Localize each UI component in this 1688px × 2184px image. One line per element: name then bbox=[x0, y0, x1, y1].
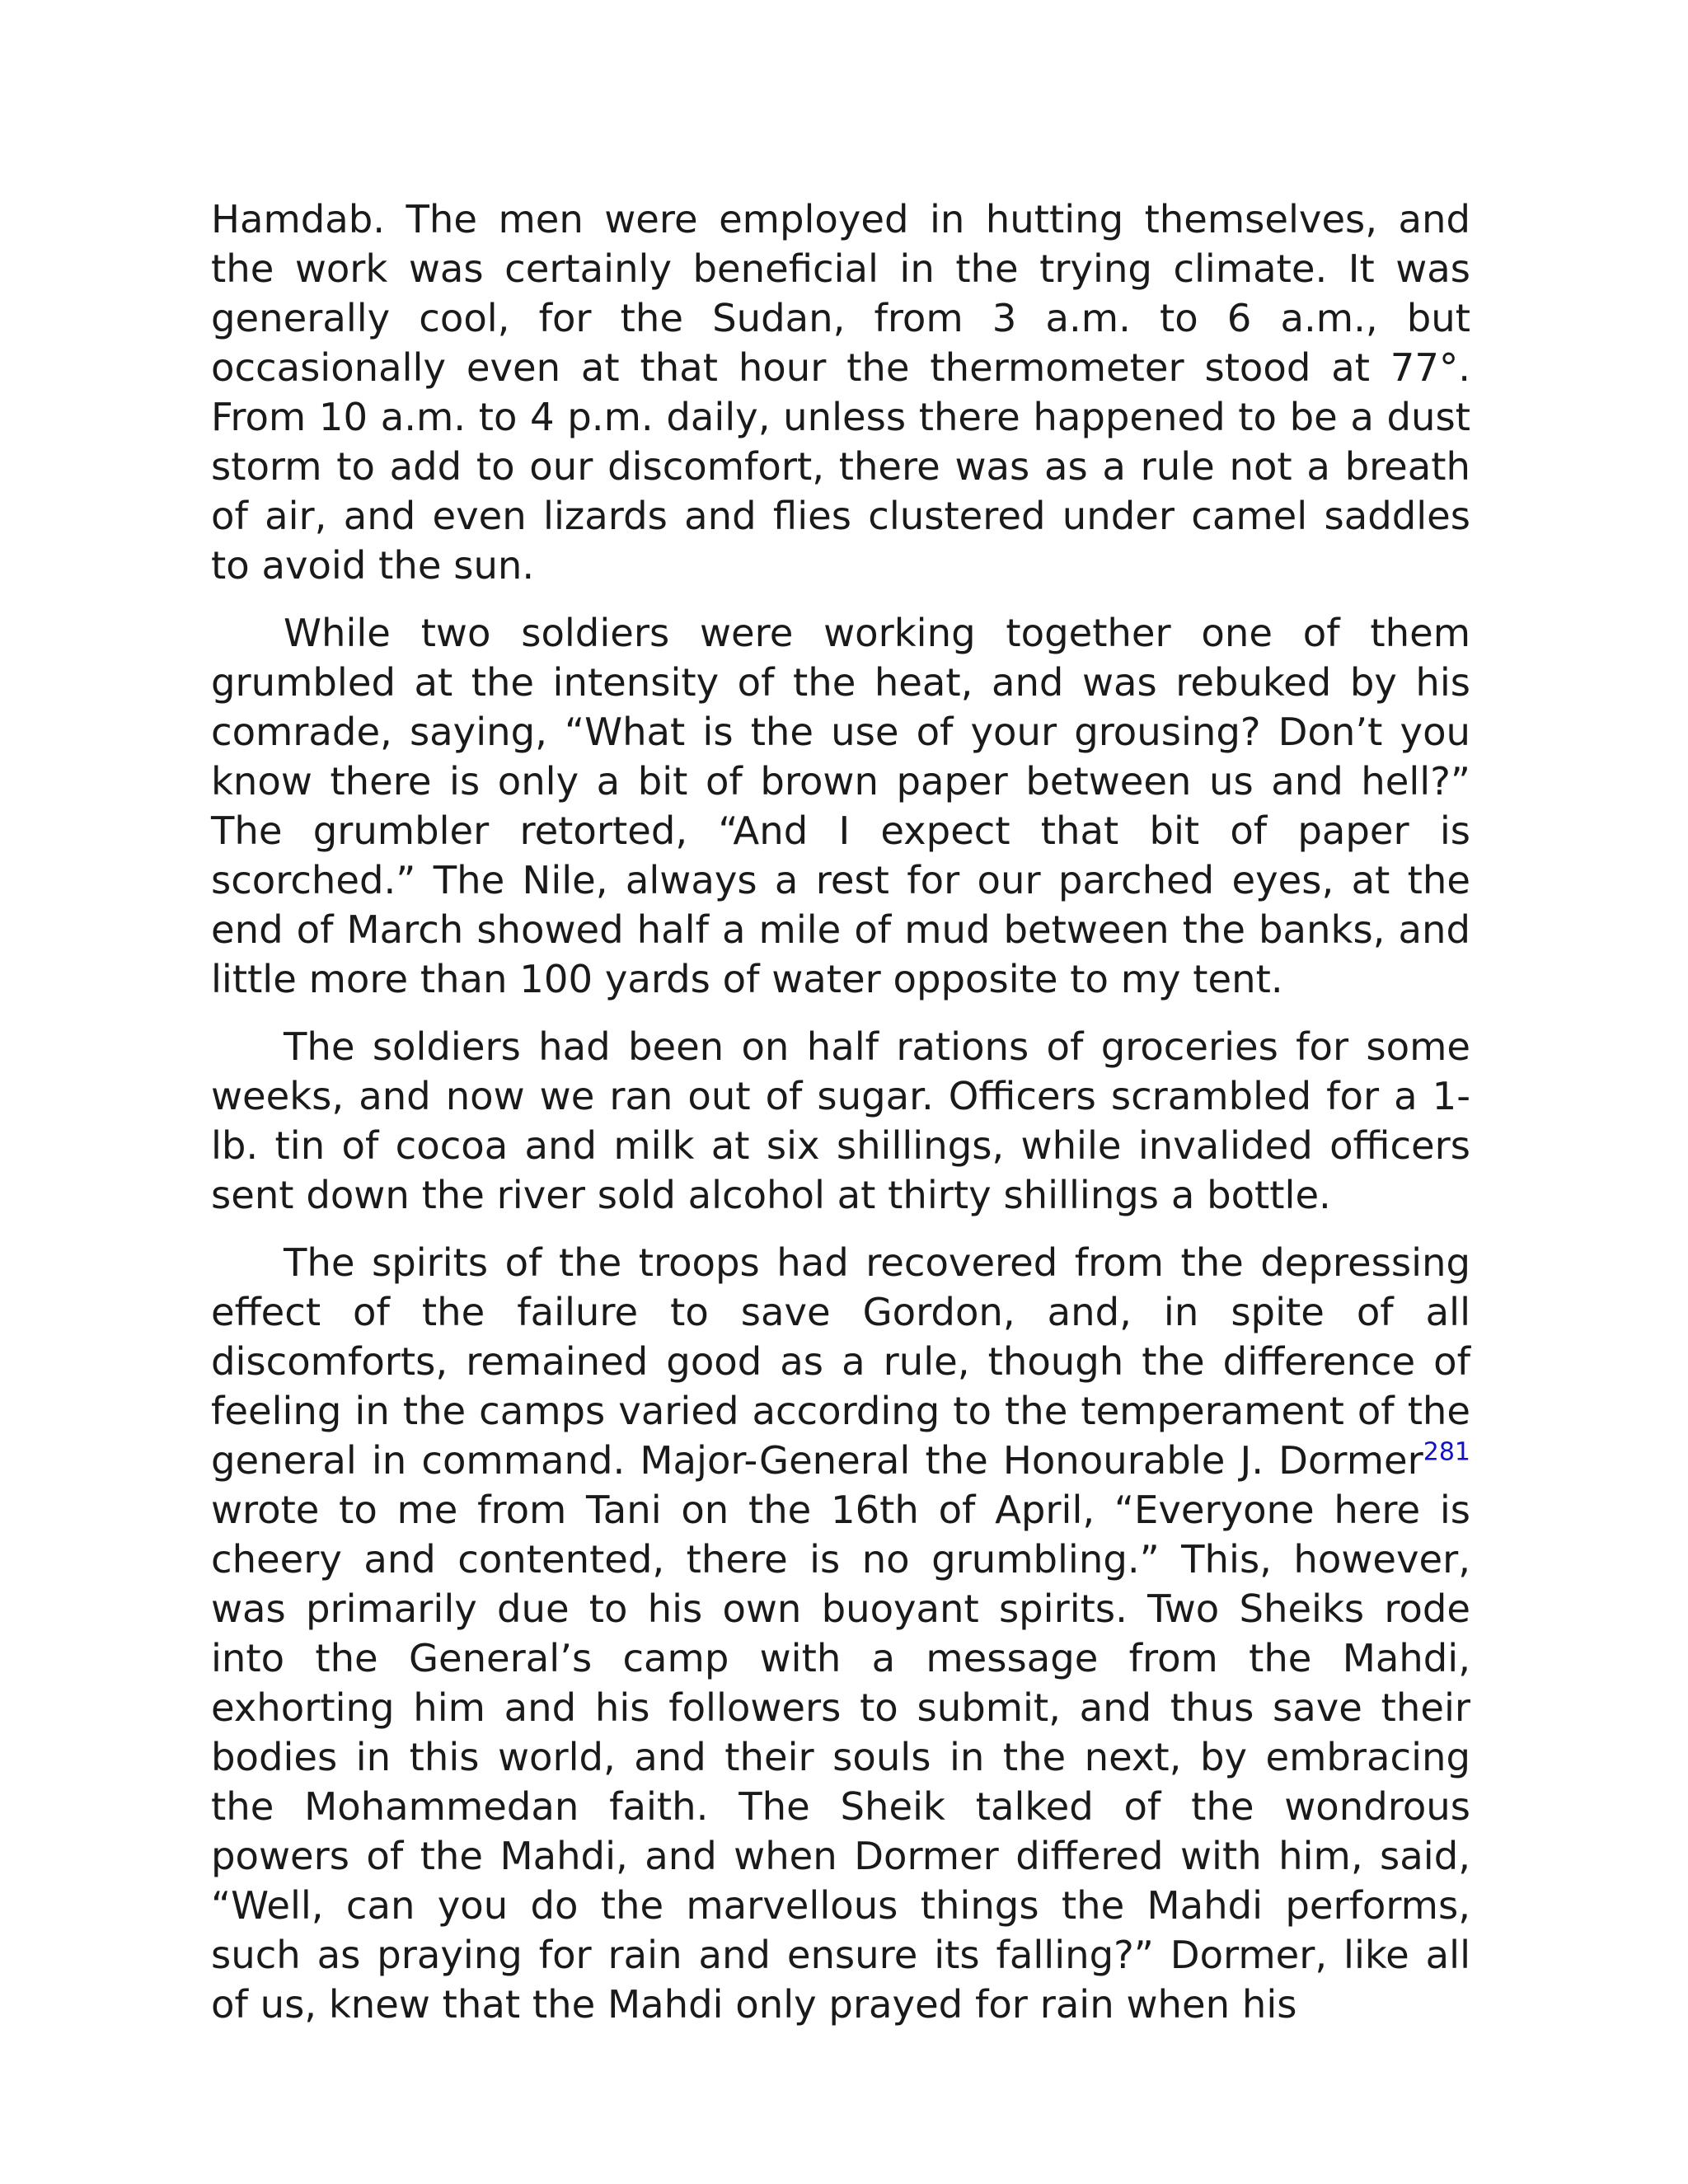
page-body bbox=[211, 194, 1470, 2047]
paragraph-4 bbox=[211, 1238, 1470, 2029]
footnote-link-281[interactable]: 281 bbox=[1423, 1437, 1470, 1467]
paragraph-3: The soldiers had been on half rations of groceries for some weeks, and now we ran out of sugar. Officers scrambled for a 1-lb. tin of cocoa and milk at six shillings, while invalided officers sent down the river sold alcohol at thirty shillings a bottle. bbox=[211, 1024, 1470, 1217]
paragraph-1: Hamdab. The men were employed in hutting themselves, and the work was certainly beneficial in the trying climate. It was generally cool, for the Sudan, from 3 a.m. to 6 a.m., but occasionally even at that hour the thermometer stood at 77°. From 10 a.m. to 4 p.m. daily, unless there happened to be a dust storm to add to our discomfort, there was as a rule not a breath of air, and even lizards and flies clustered under camel saddles to avoid the sun. bbox=[211, 197, 1470, 588]
paragraph-2: While two soldiers were working together one of them grumbled at the intensity of the heat, and was rebuked by his comrade, saying, “What is the use of your grousing? Don’t you know there is only a bit of brown paper between us and hell?” The grumbler retorted, “And I expect that bit of paper is scorched.” The Nile, always a rest for our parched eyes, at the end of March showed half a mile of mud between the banks, and little more than 100 yards of water opposite to my tent. bbox=[211, 611, 1470, 1001]
paragraph-4-text-before-footnote: The spirits of the troops had recovered from the depressing effect of the failure to save Gordon, and, in spite of all discomforts, remained good as a rule, though the difference of feeling in the camps varied according to the temperament of the general in command. Major-General the Honourable J. Dormer bbox=[211, 1240, 1470, 1483]
paragraph-4-text-after-footnote: wrote to me from Tani on the 16th of April, “Everyone here is cheery and contented, there is no grumbling.” This, however, was primarily due to his own buoyant spirits. Two Sheiks rode into the General’s camp with a message from the Mahdi, exhorting him and his followers to submit, and thus save their bodies in this world, and their souls in the next, by embracing the Mohammedan faith. The Sheik talked of the wondrous powers of the Mahdi, and when Dormer differed with him, said, “Well, can you do the marvellous things the Mahdi performs, such as praying for rain and ensure its falling?” Dormer, like all of us, knew that the Mahdi only prayed for rain when his bbox=[211, 1488, 1470, 2027]
